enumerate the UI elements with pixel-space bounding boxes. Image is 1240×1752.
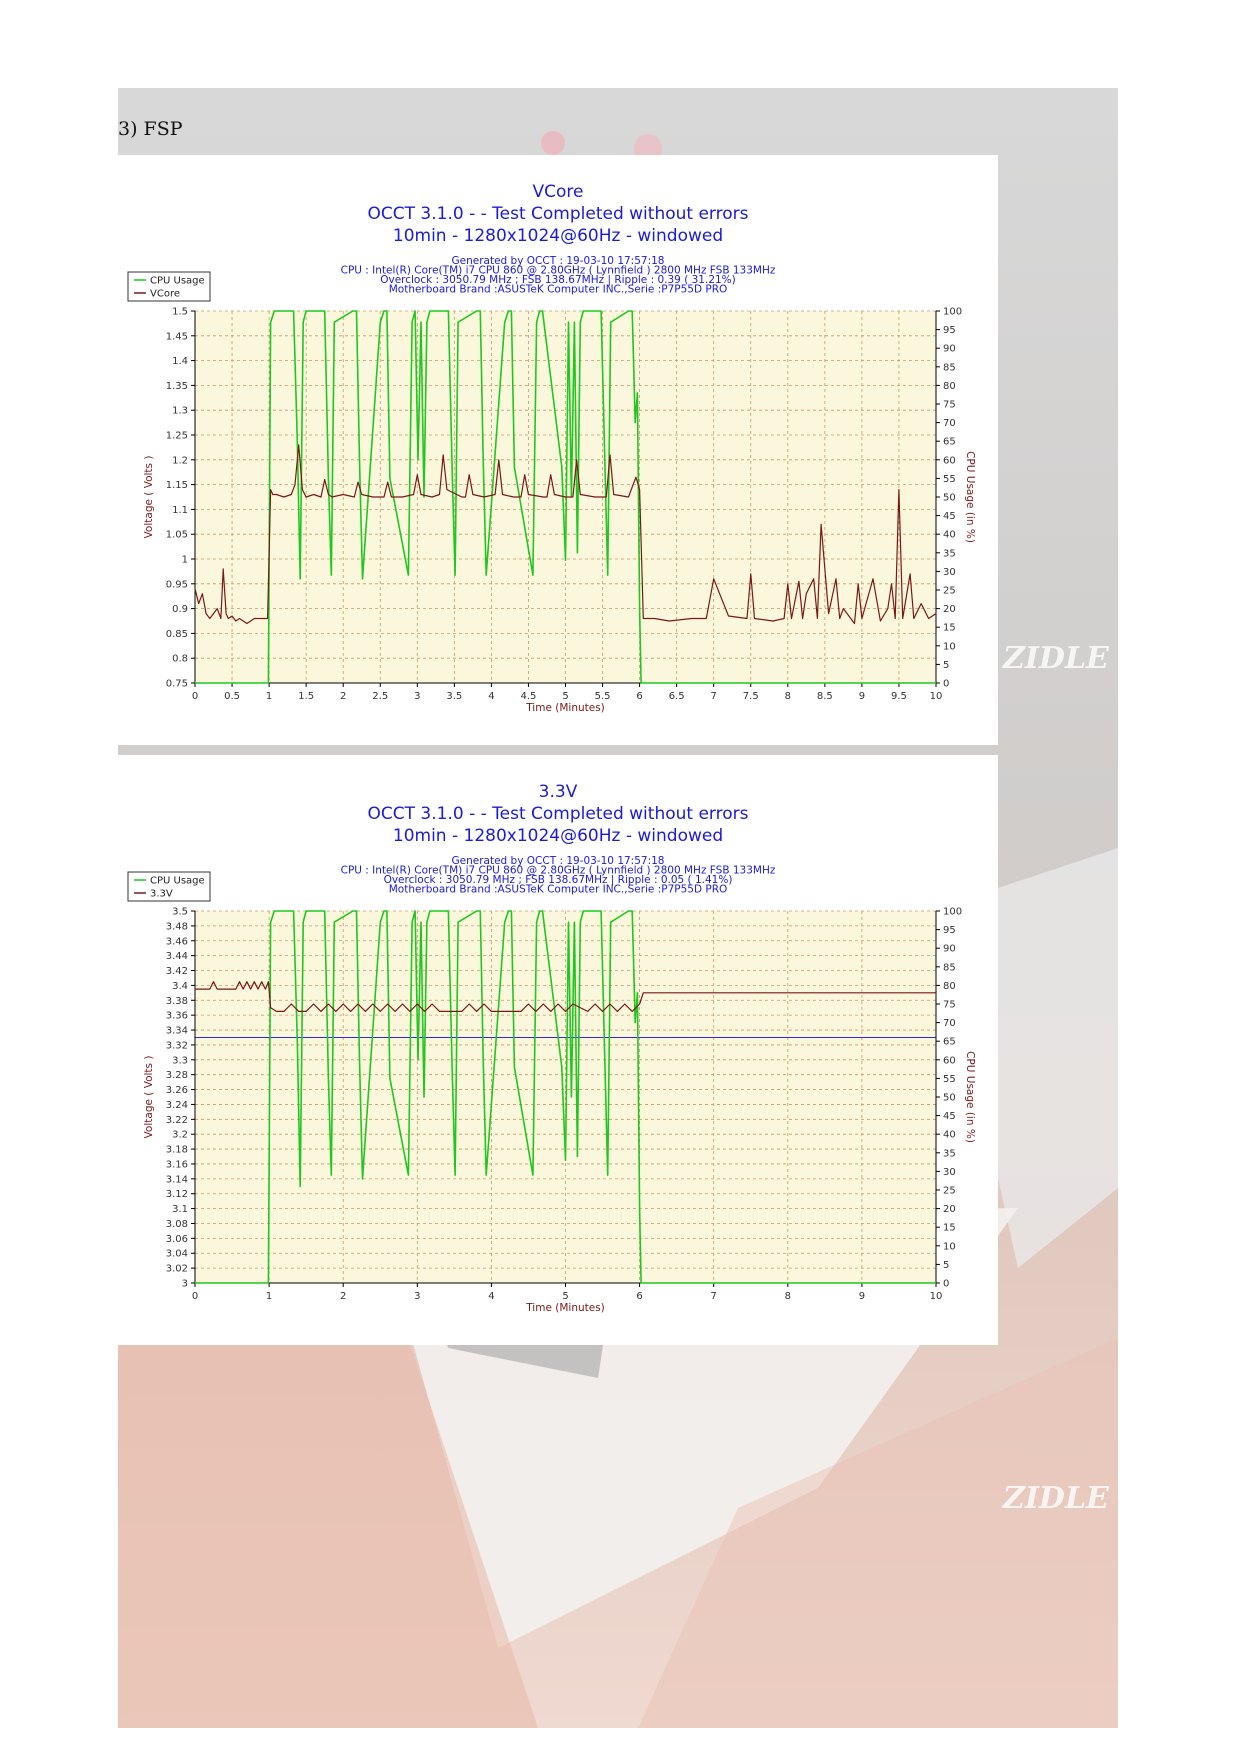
y-tick-label: 3.34 bbox=[165, 1025, 188, 1037]
x-tick-label: 8 bbox=[784, 1291, 791, 1302]
y-tick-label: 0.9 bbox=[172, 604, 188, 616]
y-tick-label: 1.35 bbox=[165, 380, 188, 392]
y2-tick-label: 50 bbox=[943, 1092, 956, 1104]
vcore-chart bbox=[118, 155, 998, 745]
x-tick-label: 4 bbox=[488, 691, 495, 702]
vcore-chart-panel bbox=[118, 155, 998, 745]
y2-tick-label: 35 bbox=[943, 548, 956, 560]
y-tick-label: 3.24 bbox=[165, 1099, 188, 1111]
x-tick-label: 9 bbox=[858, 1291, 866, 1302]
y2-tick-label: 100 bbox=[943, 306, 963, 318]
x-tick-label: 1 bbox=[265, 1291, 273, 1302]
x-tick-label: 0 bbox=[191, 691, 199, 702]
y-tick-label: 3.48 bbox=[165, 921, 188, 933]
y-tick-label: 3.22 bbox=[165, 1114, 188, 1126]
svg-text:ZIDLE: ZIDLE bbox=[1003, 641, 1109, 676]
y-tick-label: 3.08 bbox=[165, 1218, 188, 1230]
x-tick-label: 0.5 bbox=[224, 691, 241, 702]
y2-tick-label: 55 bbox=[943, 1073, 956, 1085]
x-tick-label: 8.5 bbox=[816, 691, 833, 702]
x-tick-label: 3 bbox=[414, 1291, 421, 1302]
section-heading: 3) FSP bbox=[118, 118, 183, 140]
chart-info-line: Motherboard Brand :ASUSTeK Computer INC.,Serie :P7P55D PRO bbox=[388, 283, 728, 296]
y-tick-label: 3.32 bbox=[165, 1040, 188, 1052]
y-tick-label: 3.42 bbox=[165, 966, 188, 978]
y-tick-label: 3.28 bbox=[165, 1070, 188, 1082]
y-tick-label: 1.3 bbox=[172, 405, 188, 417]
y-axis-label: Voltage ( Volts ) bbox=[143, 1055, 155, 1139]
legend-entry-cpu-usage: CPU Usage bbox=[150, 275, 205, 287]
y-tick-label: 3 bbox=[181, 1278, 188, 1290]
y2-tick-label: 70 bbox=[943, 418, 956, 430]
chart-legend bbox=[128, 872, 210, 901]
y-tick-label: 3.1 bbox=[172, 1204, 188, 1216]
chart-info-line: Motherboard Brand :ASUSTeK Computer INC.,Serie :P7P55D PRO bbox=[388, 883, 728, 896]
chart-subtitle: OCCT 3.1.0 - - Test Completed without errors bbox=[367, 804, 749, 824]
x-tick-label: 7 bbox=[710, 691, 717, 702]
x-tick-label: 1.5 bbox=[298, 691, 315, 702]
x-tick-label: 3.5 bbox=[446, 691, 463, 702]
y-tick-label: 3.16 bbox=[165, 1159, 188, 1171]
y2-tick-label: 100 bbox=[943, 906, 963, 918]
y2-tick-label: 20 bbox=[943, 1204, 956, 1216]
x-axis-label: Time (Minutes) bbox=[526, 702, 605, 714]
y2-tick-label: 85 bbox=[943, 362, 956, 374]
legend-entry-voltage: 3.3V bbox=[150, 888, 173, 900]
y2-tick-label: 0 bbox=[943, 678, 950, 690]
y-tick-label: 1 bbox=[181, 554, 188, 566]
y2-tick-label: 40 bbox=[943, 529, 956, 541]
x-tick-label: 10 bbox=[929, 691, 943, 702]
v33-chart-panel bbox=[118, 755, 998, 1345]
x-tick-label: 7.5 bbox=[742, 691, 759, 702]
x-tick-label: 7 bbox=[710, 1291, 717, 1302]
y2-tick-label: 0 bbox=[943, 1278, 950, 1290]
x-tick-label: 1 bbox=[265, 691, 273, 702]
y2-tick-label: 5 bbox=[943, 659, 950, 671]
y2-tick-label: 95 bbox=[943, 325, 956, 337]
y-axis-label: Voltage ( Volts ) bbox=[143, 455, 155, 539]
y2-tick-label: 30 bbox=[943, 566, 956, 578]
y-tick-label: 3.06 bbox=[165, 1233, 188, 1245]
y2-tick-label: 75 bbox=[943, 399, 956, 411]
y2-tick-label: 25 bbox=[943, 1185, 956, 1197]
x-tick-label: 5.5 bbox=[594, 691, 611, 702]
x-tick-label: 6 bbox=[636, 691, 643, 702]
legend-entry-cpu-usage: CPU Usage bbox=[150, 875, 205, 887]
y-tick-label: 0.75 bbox=[165, 678, 188, 690]
y2-tick-label: 25 bbox=[943, 585, 956, 597]
x-tick-label: 9.5 bbox=[890, 691, 907, 702]
y2-tick-label: 80 bbox=[943, 380, 956, 392]
x-tick-label: 2 bbox=[340, 1291, 347, 1302]
y2-tick-label: 45 bbox=[943, 1111, 956, 1123]
x-tick-label: 0 bbox=[191, 1291, 199, 1302]
chart-title: 3.3V bbox=[538, 782, 578, 802]
y2-tick-label: 20 bbox=[943, 604, 956, 616]
y2-tick-label: 55 bbox=[943, 473, 956, 485]
y2-tick-label: 90 bbox=[943, 943, 956, 955]
chart-subtitle: 10min - 1280x1024@60Hz - windowed bbox=[392, 826, 724, 846]
y-tick-label: 3.2 bbox=[172, 1129, 188, 1141]
legend-entry-voltage: VCore bbox=[150, 288, 180, 300]
y-tick-label: 0.95 bbox=[165, 579, 188, 591]
x-tick-label: 2 bbox=[340, 691, 347, 702]
v33-chart bbox=[118, 755, 998, 1345]
y-tick-label: 1.15 bbox=[165, 480, 188, 492]
y-tick-label: 0.8 bbox=[172, 653, 188, 665]
y2-tick-label: 75 bbox=[943, 999, 956, 1011]
y-tick-label: 3.44 bbox=[165, 951, 188, 963]
x-tick-label: 9 bbox=[858, 691, 866, 702]
chart-info-line: Overclock : 3050.79 MHz ; FSB 138.67MHz | Ripple : 0.05 ( 1.41%) bbox=[383, 874, 733, 886]
y-tick-label: 0.85 bbox=[165, 628, 188, 640]
y2-tick-label: 10 bbox=[943, 641, 956, 653]
y2-tick-label: 15 bbox=[943, 1222, 956, 1234]
y-tick-label: 1.2 bbox=[172, 455, 188, 467]
y-tick-label: 1.1 bbox=[172, 504, 188, 516]
svg-text:ZIDLE: ZIDLE bbox=[1003, 1481, 1109, 1516]
y-tick-label: 3.46 bbox=[165, 936, 188, 948]
y2-tick-label: 70 bbox=[943, 1018, 956, 1030]
y2-tick-label: 15 bbox=[943, 622, 956, 634]
x-tick-label: 10 bbox=[929, 1291, 943, 1302]
y2-tick-label: 50 bbox=[943, 492, 956, 504]
chart-info-line: Overclock : 3050.79 MHz ; FSB 138.67MHz | Ripple : 0.39 ( 31.21%) bbox=[380, 274, 736, 286]
y-tick-label: 3.26 bbox=[165, 1085, 188, 1097]
chart-info-line: CPU : Intel(R) Core(TM) i7 CPU 860 @ 2.80GHz ( Lynnfield ) 2800 MHz FSB 133MHz bbox=[340, 264, 776, 277]
y-tick-label: 1.5 bbox=[172, 306, 188, 318]
x-tick-label: 3 bbox=[414, 691, 421, 702]
y2-tick-label: 5 bbox=[943, 1259, 950, 1271]
chart-info-line: Generated by OCCT : 19-03-10 17:57:18 bbox=[451, 255, 665, 267]
y2-tick-label: 85 bbox=[943, 962, 956, 974]
y-tick-label: 3.4 bbox=[172, 980, 188, 992]
y2-axis-label: CPU Usage (in %) bbox=[964, 1051, 976, 1143]
y-tick-label: 1.4 bbox=[172, 356, 188, 368]
y-tick-label: 1.45 bbox=[165, 331, 188, 343]
y-tick-label: 3.12 bbox=[165, 1189, 188, 1201]
x-tick-label: 2.5 bbox=[372, 691, 389, 702]
y-tick-label: 3.02 bbox=[165, 1263, 188, 1275]
y2-tick-label: 65 bbox=[943, 436, 956, 448]
x-tick-label: 6.5 bbox=[668, 691, 685, 702]
y-tick-label: 3.3 bbox=[172, 1055, 188, 1067]
x-tick-label: 4 bbox=[488, 1291, 495, 1302]
y-tick-label: 3.18 bbox=[165, 1144, 188, 1156]
y-tick-label: 3.04 bbox=[165, 1248, 188, 1260]
chart-legend bbox=[128, 272, 210, 301]
y-tick-label: 3.36 bbox=[165, 1010, 188, 1022]
y2-tick-label: 60 bbox=[943, 1055, 956, 1067]
y2-tick-label: 35 bbox=[943, 1148, 956, 1160]
x-tick-label: 5 bbox=[562, 691, 569, 702]
y-tick-label: 1.05 bbox=[165, 529, 188, 541]
chart-info-line: CPU : Intel(R) Core(TM) i7 CPU 860 @ 2.80GHz ( Lynnfield ) 2800 MHz FSB 133MHz bbox=[340, 864, 776, 877]
x-tick-label: 4.5 bbox=[520, 691, 537, 702]
chart-subtitle: 10min - 1280x1024@60Hz - windowed bbox=[392, 226, 724, 246]
x-axis-label: Time (Minutes) bbox=[526, 1302, 605, 1314]
y2-tick-label: 95 bbox=[943, 925, 956, 937]
chart-info-line: Generated by OCCT : 19-03-10 17:57:18 bbox=[451, 855, 665, 867]
y2-tick-label: 10 bbox=[943, 1241, 956, 1253]
y-tick-label: 3.38 bbox=[165, 995, 188, 1007]
y2-tick-label: 65 bbox=[943, 1036, 956, 1048]
y-tick-label: 1.25 bbox=[165, 430, 188, 442]
y2-tick-label: 60 bbox=[943, 455, 956, 467]
x-tick-label: 5 bbox=[562, 1291, 569, 1302]
chart-title: VCore bbox=[532, 182, 584, 202]
y2-tick-label: 40 bbox=[943, 1129, 956, 1141]
y-tick-label: 3.5 bbox=[172, 906, 188, 918]
y2-tick-label: 90 bbox=[943, 343, 956, 355]
y2-tick-label: 80 bbox=[943, 980, 956, 992]
y2-tick-label: 45 bbox=[943, 511, 956, 523]
y-tick-label: 3.14 bbox=[165, 1174, 188, 1186]
y2-tick-label: 30 bbox=[943, 1166, 956, 1178]
chart-subtitle: OCCT 3.1.0 - - Test Completed without errors bbox=[367, 204, 749, 224]
y2-axis-label: CPU Usage (in %) bbox=[964, 451, 976, 543]
x-tick-label: 8 bbox=[784, 691, 791, 702]
x-tick-label: 6 bbox=[636, 1291, 643, 1302]
